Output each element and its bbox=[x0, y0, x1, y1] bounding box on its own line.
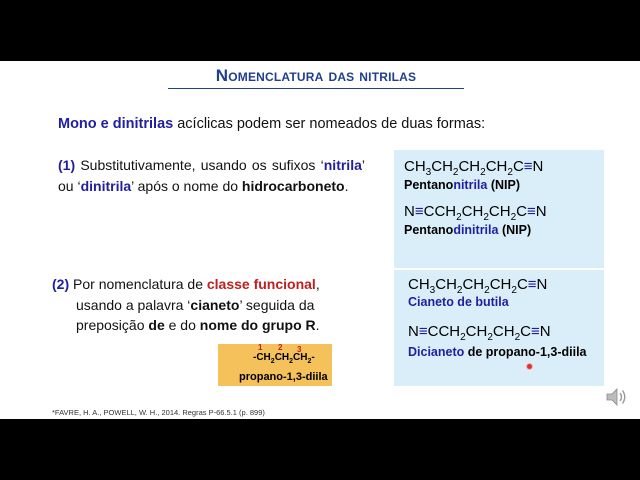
pentanonitrila-formula: $CH_3CH_2CH_2CH_2C\equiv N$ bbox=[404, 158, 544, 178]
propanediyl-name: propano-1,3-diila bbox=[239, 371, 328, 383]
pointer-dot bbox=[526, 363, 533, 370]
m1-dinitrila: dinitrila bbox=[80, 177, 132, 194]
slide-title: Nomenclatura das nitrilas bbox=[215, 66, 417, 85]
locant-3: 3 bbox=[297, 345, 302, 354]
m2-t6: e do bbox=[164, 317, 200, 333]
m2-de: de bbox=[148, 317, 165, 333]
pentanonitrila-caption: Pentanonitrila (NIP) bbox=[404, 178, 520, 192]
locant-1: 1 bbox=[258, 343, 263, 352]
m2-nome-grupo: nome do grupo R bbox=[199, 317, 316, 333]
method-2-number: (2) bbox=[52, 276, 70, 292]
slide bbox=[0, 61, 640, 419]
m2-t1: Por nomenclatura de bbox=[69, 276, 207, 292]
m2-t7: . bbox=[315, 317, 320, 333]
m1-hidrocarboneto: hidrocarboneto bbox=[241, 177, 345, 194]
method-1-text bbox=[58, 155, 365, 196]
pentanodinitrila-formula: $N\equiv CCH_2CH_2CH_2C\equiv N$ bbox=[404, 203, 547, 223]
m1-q1: ‘ bbox=[320, 157, 324, 173]
m2-classe-funcional: classe funcional bbox=[206, 276, 316, 292]
intro-text bbox=[58, 116, 485, 132]
dicianeto-caption: Dicianeto de propano-1,3-diila bbox=[408, 345, 587, 359]
m1-q2: ’ ou ‘ bbox=[58, 157, 365, 194]
triple-bond-icon: ≡ bbox=[418, 323, 428, 340]
triple-bond-icon: ≡ bbox=[526, 203, 536, 220]
method-1-number: (1) bbox=[58, 157, 76, 173]
triple-bond-icon: ≡ bbox=[530, 323, 540, 340]
reference-footnote: *FAVRE, H. A., POWELL, W. H., 2014. Regras P-66.5.1 (p. 899) bbox=[52, 408, 265, 417]
triple-bond-icon: ≡ bbox=[523, 158, 533, 175]
propanediyl-chain: $-CH_2CH_2CH_2-$ bbox=[253, 352, 315, 365]
locant-2: 2 bbox=[278, 343, 283, 352]
pentanodinitrila-caption: Pentanodinitrila (NIP) bbox=[404, 223, 532, 237]
cianeto-butila-formula: $CH_3CH_2CH_2CH_2C\equiv N$ bbox=[408, 276, 548, 296]
title-underline bbox=[168, 88, 464, 89]
intro-highlight: Mono e dinitrilas bbox=[58, 116, 174, 132]
m1-t1: Substitutivamente, usando os sufixos bbox=[75, 157, 321, 173]
m2-t3: usando a palavra ‘ bbox=[76, 296, 191, 313]
m1-nitrila: nitrila bbox=[323, 157, 362, 173]
m2-t5: preposição bbox=[76, 317, 149, 333]
method-2-text bbox=[52, 274, 370, 336]
triple-bond-icon: ≡ bbox=[414, 203, 424, 220]
triple-bond-icon: ≡ bbox=[527, 276, 537, 293]
m1-end: . bbox=[344, 177, 349, 194]
m2-cianeto: cianeto bbox=[190, 296, 240, 313]
m2-t2: , bbox=[315, 276, 320, 292]
m1-q3: ’ após o nome do bbox=[131, 177, 242, 194]
speaker-icon[interactable] bbox=[604, 385, 628, 409]
cianeto-butila-caption: Cianeto de butila bbox=[408, 295, 509, 309]
dicianeto-formula: $N\equiv CCH_2CH_2CH_2C\equiv N$ bbox=[408, 323, 551, 343]
intro-rest: acíclicas podem ser nomeados de duas formas: bbox=[173, 116, 486, 132]
m2-t4: ’ seguida da bbox=[239, 296, 315, 313]
